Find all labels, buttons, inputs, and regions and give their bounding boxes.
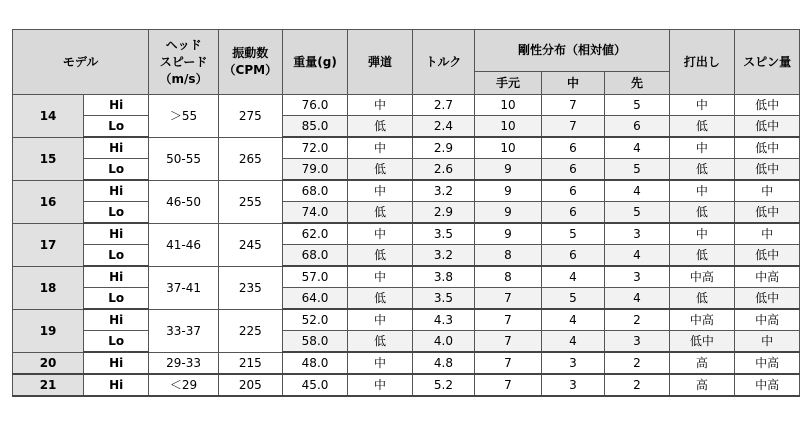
spin-cell: 中高 <box>735 352 800 374</box>
header-launch: 打出し <box>669 30 735 95</box>
launch-cell: 低 <box>669 245 735 267</box>
header-frequency-line1: 振動数 <box>232 46 269 60</box>
weight-cell: 57.0 <box>282 266 348 288</box>
weight-cell: 68.0 <box>282 180 348 202</box>
launch-cell: 中 <box>669 223 735 245</box>
frequency-cell: 205 <box>218 374 282 396</box>
torque-cell: 3.2 <box>412 180 475 202</box>
butt-cell: 9 <box>475 223 542 245</box>
launch-cell: 中高 <box>669 266 735 288</box>
head-speed-cell: 37-41 <box>149 266 219 309</box>
tip-cell: 4 <box>605 137 669 159</box>
launch-cell: 中 <box>669 180 735 202</box>
version-cell: Lo <box>84 245 149 267</box>
head-speed-cell: 41-46 <box>149 223 219 266</box>
mid-cell: 7 <box>541 116 604 138</box>
tip-cell: 4 <box>605 180 669 202</box>
model-cell: 21 <box>13 374 84 396</box>
frequency-cell: 255 <box>218 180 282 223</box>
torque-cell: 2.9 <box>412 202 475 224</box>
frequency-cell: 245 <box>218 223 282 266</box>
weight-cell: 76.0 <box>282 95 348 116</box>
butt-cell: 10 <box>475 137 542 159</box>
torque-cell: 3.8 <box>412 266 475 288</box>
weight-cell: 74.0 <box>282 202 348 224</box>
version-cell: Hi <box>84 180 149 202</box>
trajectory-cell: 中 <box>348 137 412 159</box>
butt-cell: 8 <box>475 245 542 267</box>
header-rigidity-mid: 中 <box>541 72 604 95</box>
spin-cell: 低中 <box>735 116 800 138</box>
version-cell: Lo <box>84 288 149 310</box>
weight-cell: 58.0 <box>282 331 348 353</box>
spin-cell: 低中 <box>735 159 800 181</box>
head-speed-cell: 29-33 <box>149 352 219 374</box>
spin-cell: 中高 <box>735 266 800 288</box>
table-row <box>13 331 800 353</box>
mid-cell: 6 <box>541 180 604 202</box>
mid-cell: 5 <box>541 288 604 310</box>
table-body <box>13 95 800 397</box>
weight-cell: 68.0 <box>282 245 348 267</box>
mid-cell: 6 <box>541 159 604 181</box>
header-head-speed-line1: ヘッド <box>165 37 202 52</box>
torque-cell: 4.3 <box>412 309 475 331</box>
spin-cell: 中 <box>735 223 800 245</box>
butt-cell: 8 <box>475 266 542 288</box>
butt-cell: 7 <box>475 309 542 331</box>
tip-cell: 3 <box>605 331 669 353</box>
header-rigidity: 剛性分布（相対値） <box>475 30 669 72</box>
version-cell: Lo <box>84 159 149 181</box>
mid-cell: 6 <box>541 137 604 159</box>
header-row-main <box>13 30 800 72</box>
weight-cell: 64.0 <box>282 288 348 310</box>
version-cell: Hi <box>84 266 149 288</box>
butt-cell: 9 <box>475 180 542 202</box>
mid-cell: 3 <box>541 374 604 396</box>
butt-cell: 9 <box>475 202 542 224</box>
weight-cell: 48.0 <box>282 352 348 374</box>
model-cell: 17 <box>13 223 84 266</box>
launch-cell: 高 <box>669 352 735 374</box>
launch-cell: 中 <box>669 137 735 159</box>
table-row <box>13 95 800 116</box>
version-cell: Hi <box>84 374 149 396</box>
header-trajectory: 弾道 <box>348 30 412 95</box>
butt-cell: 7 <box>475 352 542 374</box>
trajectory-cell: 中 <box>348 374 412 396</box>
butt-cell: 10 <box>475 116 542 138</box>
spin-cell: 中 <box>735 180 800 202</box>
launch-cell: 低 <box>669 288 735 310</box>
header-frequency <box>218 30 282 95</box>
launch-cell: 低 <box>669 159 735 181</box>
tip-cell: 6 <box>605 116 669 138</box>
head-speed-cell: 46-50 <box>149 180 219 223</box>
trajectory-cell: 中 <box>348 180 412 202</box>
tip-cell: 4 <box>605 288 669 310</box>
torque-cell: 2.6 <box>412 159 475 181</box>
spin-cell: 中高 <box>735 309 800 331</box>
torque-cell: 4.0 <box>412 331 475 353</box>
header-head-speed-line3: （m/s） <box>159 71 208 86</box>
shaft-spec-table <box>12 29 800 397</box>
trajectory-cell: 中 <box>348 223 412 245</box>
mid-cell: 7 <box>541 95 604 116</box>
version-cell: Hi <box>84 309 149 331</box>
weight-cell: 85.0 <box>282 116 348 138</box>
torque-cell: 3.5 <box>412 288 475 310</box>
trajectory-cell: 低 <box>348 288 412 310</box>
table-row <box>13 159 800 181</box>
weight-cell: 52.0 <box>282 309 348 331</box>
header-weight: 重量(g) <box>282 30 348 95</box>
torque-cell: 2.9 <box>412 137 475 159</box>
version-cell: Hi <box>84 223 149 245</box>
table-row <box>13 374 800 396</box>
tip-cell: 2 <box>605 352 669 374</box>
torque-cell: 3.5 <box>412 223 475 245</box>
version-cell: Lo <box>84 202 149 224</box>
frequency-cell: 265 <box>218 137 282 180</box>
table-row <box>13 137 800 159</box>
header-spin: スピン量 <box>735 30 800 95</box>
launch-cell: 低 <box>669 116 735 138</box>
spin-cell: 低中 <box>735 137 800 159</box>
table-row <box>13 116 800 138</box>
launch-cell: 高 <box>669 374 735 396</box>
version-cell: Hi <box>84 95 149 116</box>
mid-cell: 5 <box>541 223 604 245</box>
spin-cell: 低中 <box>735 245 800 267</box>
tip-cell: 2 <box>605 309 669 331</box>
spin-cell: 低中 <box>735 95 800 116</box>
butt-cell: 10 <box>475 95 542 116</box>
version-cell: Hi <box>84 137 149 159</box>
mid-cell: 4 <box>541 309 604 331</box>
trajectory-cell: 中 <box>348 352 412 374</box>
head-speed-cell: 33-37 <box>149 309 219 352</box>
head-speed-cell: ＜29 <box>149 374 219 396</box>
trajectory-cell: 中 <box>348 309 412 331</box>
tip-cell: 4 <box>605 245 669 267</box>
trajectory-cell: 中 <box>348 95 412 116</box>
weight-cell: 62.0 <box>282 223 348 245</box>
header-rigidity-tip: 先 <box>605 72 669 95</box>
weight-cell: 72.0 <box>282 137 348 159</box>
version-cell: Lo <box>84 331 149 353</box>
mid-cell: 6 <box>541 202 604 224</box>
header-head-speed-line2: スピード <box>159 54 208 69</box>
spin-cell: 中 <box>735 331 800 353</box>
frequency-cell: 235 <box>218 266 282 309</box>
version-cell: Lo <box>84 116 149 138</box>
model-cell: 20 <box>13 352 84 374</box>
torque-cell: 2.4 <box>412 116 475 138</box>
trajectory-cell: 中 <box>348 266 412 288</box>
trajectory-cell: 低 <box>348 202 412 224</box>
tip-cell: 2 <box>605 374 669 396</box>
weight-cell: 79.0 <box>282 159 348 181</box>
tip-cell: 3 <box>605 266 669 288</box>
table-row <box>13 266 800 288</box>
trajectory-cell: 低 <box>348 331 412 353</box>
launch-cell: 低中 <box>669 331 735 353</box>
table-row <box>13 309 800 331</box>
model-cell: 15 <box>13 137 84 180</box>
weight-cell: 45.0 <box>282 374 348 396</box>
torque-cell: 5.2 <box>412 374 475 396</box>
butt-cell: 7 <box>475 288 542 310</box>
frequency-cell: 225 <box>218 309 282 352</box>
launch-cell: 低 <box>669 202 735 224</box>
header-frequency-line2: （CPM） <box>223 63 278 77</box>
torque-cell: 3.2 <box>412 245 475 267</box>
header-head-speed <box>149 30 219 95</box>
launch-cell: 中高 <box>669 309 735 331</box>
table-row <box>13 352 800 374</box>
header-rigidity-butt: 手元 <box>475 72 542 95</box>
mid-cell: 6 <box>541 245 604 267</box>
model-cell: 16 <box>13 180 84 223</box>
model-cell: 18 <box>13 266 84 309</box>
mid-cell: 3 <box>541 352 604 374</box>
spin-cell: 中高 <box>735 374 800 396</box>
model-cell: 14 <box>13 95 84 138</box>
launch-cell: 中 <box>669 95 735 116</box>
header-model: モデル <box>13 30 149 95</box>
frequency-cell: 215 <box>218 352 282 374</box>
trajectory-cell: 低 <box>348 159 412 181</box>
frequency-cell: 275 <box>218 95 282 138</box>
head-speed-cell: ＞55 <box>149 95 219 138</box>
tip-cell: 3 <box>605 223 669 245</box>
trajectory-cell: 低 <box>348 116 412 138</box>
butt-cell: 7 <box>475 374 542 396</box>
table-row <box>13 245 800 267</box>
table-row <box>13 223 800 245</box>
butt-cell: 7 <box>475 331 542 353</box>
model-cell: 19 <box>13 309 84 352</box>
table-row <box>13 288 800 310</box>
spin-cell: 低中 <box>735 202 800 224</box>
torque-cell: 2.7 <box>412 95 475 116</box>
torque-cell: 4.8 <box>412 352 475 374</box>
butt-cell: 9 <box>475 159 542 181</box>
tip-cell: 5 <box>605 95 669 116</box>
spin-cell: 低中 <box>735 288 800 310</box>
version-cell: Hi <box>84 352 149 374</box>
mid-cell: 4 <box>541 266 604 288</box>
table-row <box>13 202 800 224</box>
header-torque: トルク <box>412 30 475 95</box>
table-row <box>13 180 800 202</box>
tip-cell: 5 <box>605 159 669 181</box>
tip-cell: 5 <box>605 202 669 224</box>
mid-cell: 4 <box>541 331 604 353</box>
trajectory-cell: 低 <box>348 245 412 267</box>
head-speed-cell: 50-55 <box>149 137 219 180</box>
